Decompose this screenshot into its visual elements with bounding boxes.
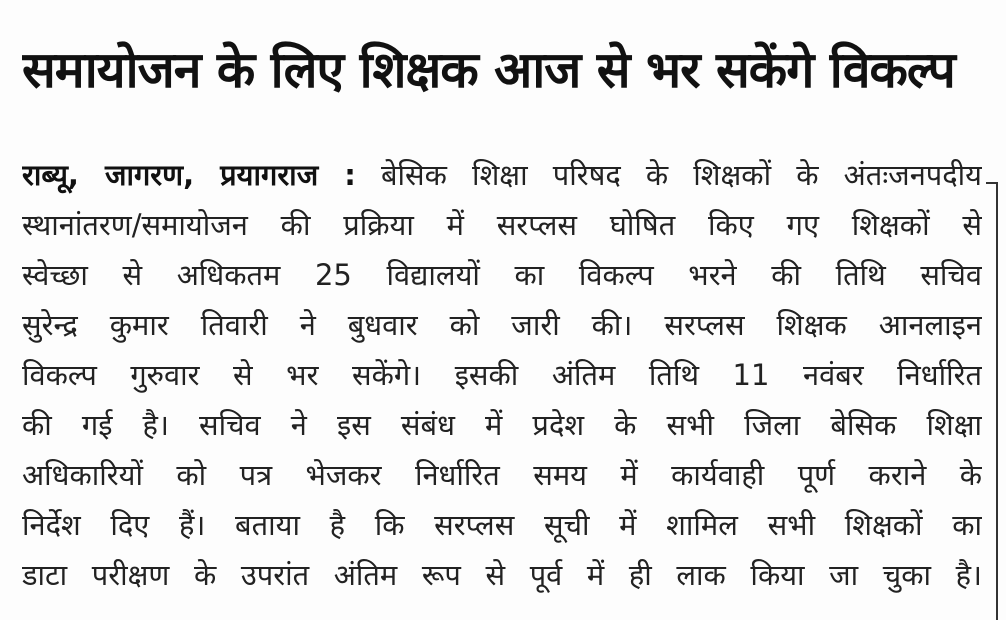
article-line-5: विकल्प गुरुवार से भर सकेंगे। इसकी अंतिम तिथि 11 नवंबर निर्धारित xyxy=(22,358,982,392)
headline: समायोजन के लिए शिक्षक आज से भर सकेंगे विकल्प xyxy=(22,41,955,99)
article-line-1-text: बेसिक शिक्षा परिषद के शिक्षकों के अंतःजनपदीय xyxy=(380,158,982,192)
article-line-1 xyxy=(22,150,982,200)
article-line-8: निर्देश दिए हैं। बताया है कि सरप्लस सूची में शामिल सभी शिक्षकों का xyxy=(22,508,982,542)
column-rule xyxy=(996,182,998,620)
article-line-2: स्थानांतरण/समायोजन की प्रक्रिया में सरप्लस घोषित किए गए शिक्षकों से xyxy=(22,208,982,242)
article-line-3: स्वेच्छा से अधिकतम 25 विद्यालयों का विकल्प भरने की तिथि सचिव xyxy=(22,258,982,292)
article-body xyxy=(22,150,982,600)
article-line-7: अधिकारियों को पत्र भेजकर निर्धारित समय में कार्यवाही पूर्ण कराने के xyxy=(22,458,982,492)
article-line-4: सुरेन्द्र कुमार तिवारी ने बुधवार को जारी की। सरप्लस शिक्षक आनलाइन xyxy=(22,308,982,342)
article-line-9: डाटा परीक्षण के उपरांत अंतिम रूप से पूर्व में ही लाक किया जा चुका है। xyxy=(22,558,982,592)
article-line-6: की गई है। सचिव ने इस संबंध में प्रदेश के सभी जिला बेसिक शिक्षा xyxy=(22,408,982,442)
dateline: राब्यू, जागरण, प्रयागराज : xyxy=(22,158,356,192)
